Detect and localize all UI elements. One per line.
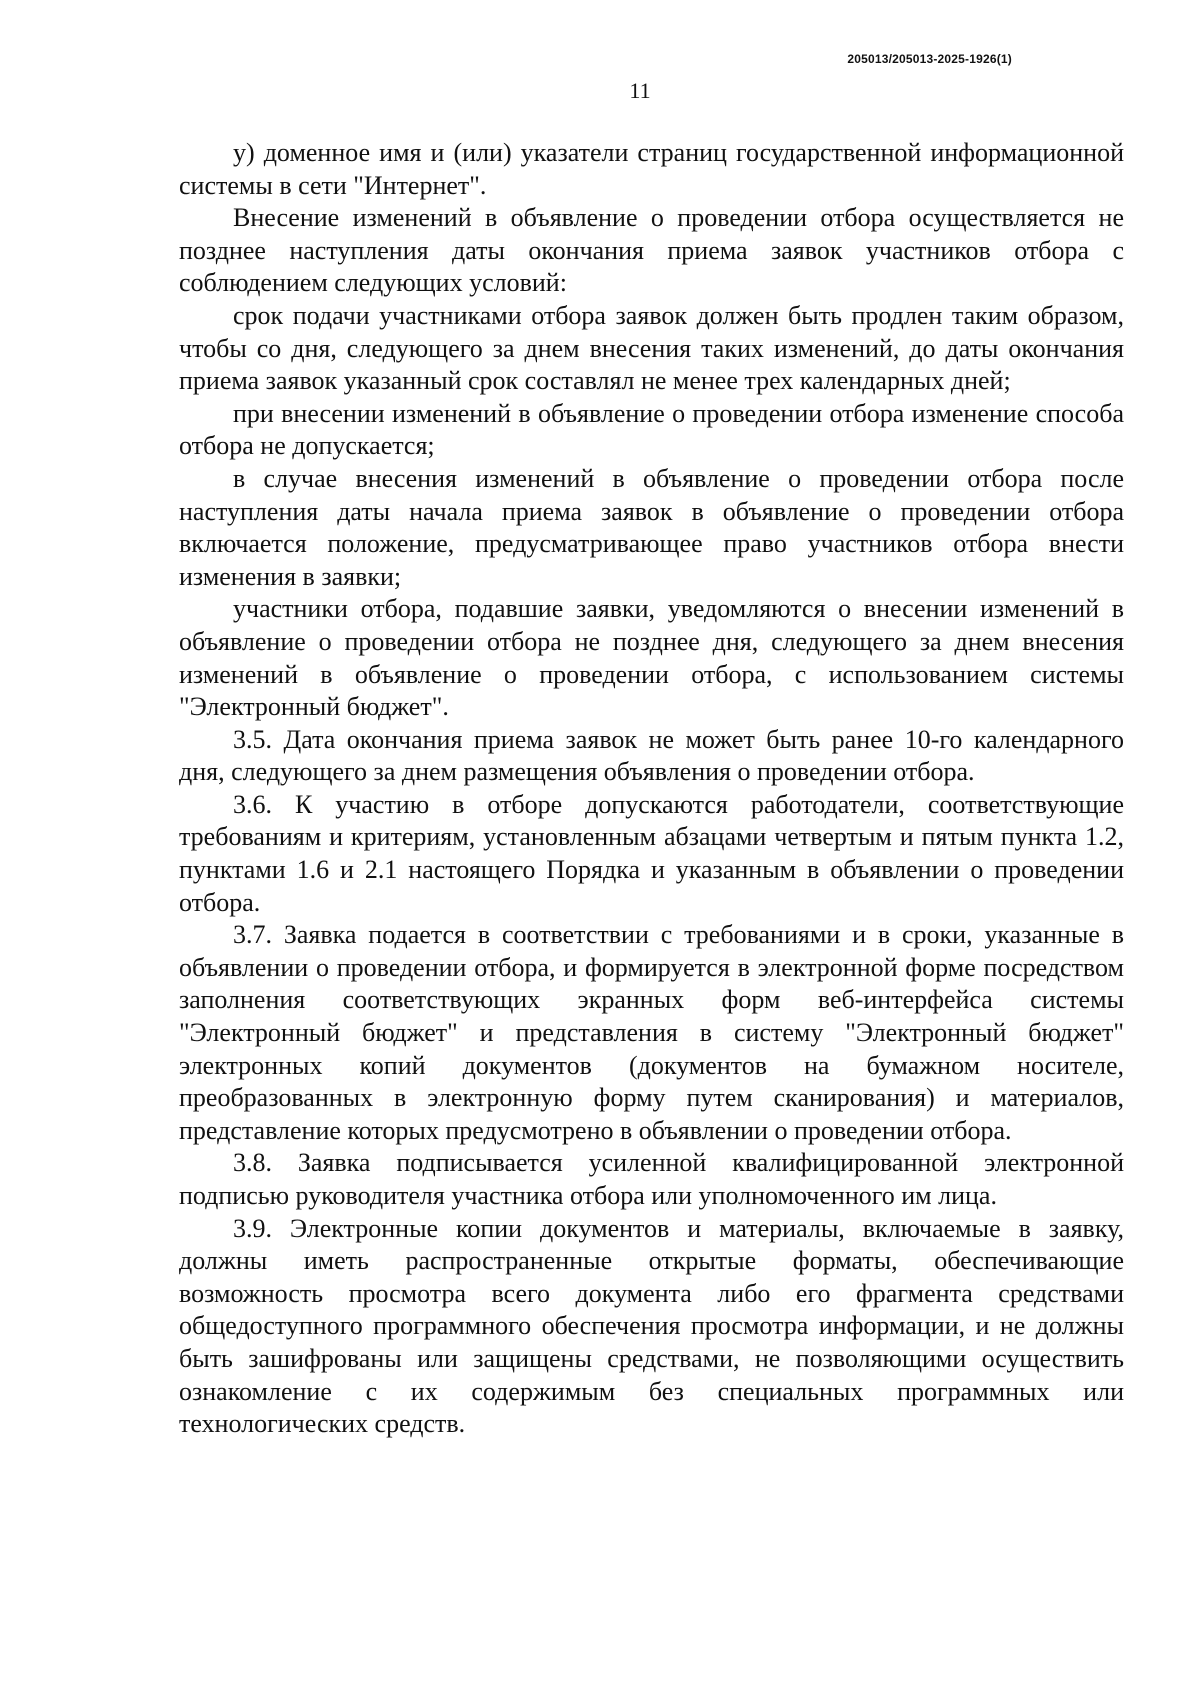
paragraph-domain-name: у) доменное имя и (или) указатели страниц государственной информационной системы в сети "Интернет". (179, 138, 1124, 200)
paragraph-3-6: 3.6. К участию в отборе допускаются работодатели, соответствующие требованиям и критериям, установленным абзацами четвертым и пятым пункта 1.2, пунктами 1.6 и 2.1 настоящего Порядка и указанным в объявлении о проведении отбора. (179, 789, 1124, 917)
paragraph-3-9: 3.9. Электронные копии документов и материалы, включаемые в заявку, должны иметь распространенные открытые форматы, обеспечивающие возможность просмотра всего документа либо его фрагмента средствами общедоступного программного обеспечения просмотра информации, и не должны быть зашифрованы или защищены средствами, не позволяющими осуществить ознакомление с их содержимым без специальных программных или технологических средств. (179, 1213, 1124, 1439)
paragraph-amendment-conditions: Внесение изменений в объявление о проведении отбора осуществляется не позднее наступления даты окончания приема заявок участников отбора с соблюдением следующих условий: (179, 203, 1124, 298)
document-body (179, 137, 1124, 1441)
paragraph-deadline-extension: срок подачи участниками отбора заявок должен быть продлен таким образом, чтобы со дня, следующего за днем внесения таких изменений, до даты окончания приема заявок указанный срок составлял не менее трех календарных дней; (179, 300, 1124, 396)
paragraph-3-8: 3.8. Заявка подписывается усиленной квалифицированной электронной подписью руководителя участника отбора или уполномоченного им лица. (179, 1148, 1124, 1210)
paragraph-right-to-modify: в случае внесения изменений в объявление о проведении отбора после наступления даты начала приема заявок в объявление о проведении отбора включается положение, предусматривающее право участников отбора внести изменения в заявки; (179, 463, 1124, 591)
paragraph-3-5: 3.5. Дата окончания приема заявок не может быть ранее 10-го календарного дня, следующего за днем размещения объявления о проведении отбора. (179, 724, 1124, 787)
document-code: 205013/205013-2025-1926(1) (847, 52, 1012, 66)
paragraph-notification: участники отбора, подавшие заявки, уведомляются о внесении изменений в объявление о проведении отбора не позднее дня, следующего за днем внесения изменений в объявление о проведении отбора, с использованием системы "Электронный бюджет". (179, 594, 1124, 722)
paragraph-3-7: 3.7. Заявка подается в соответствии с требованиями и в сроки, указанные в объявлении о проведении отбора, и формируется в электронной форме посредством заполнения соответствующих экранных форм веб-интерфейса системы "Электронный бюджет" и представления в систему "Электронный бюджет" электронных копий документов (документов на бумажном носителе, преобразованных в электронную форму путем сканирования) и материалов, представление которых предусмотрено в объявлении о проведении отбора. (179, 920, 1124, 1145)
paragraph-method-unchanged: при внесении изменений в объявление о проведении отбора изменение способа отбора не допускается; (179, 398, 1124, 461)
page-number: 11 (629, 78, 651, 103)
